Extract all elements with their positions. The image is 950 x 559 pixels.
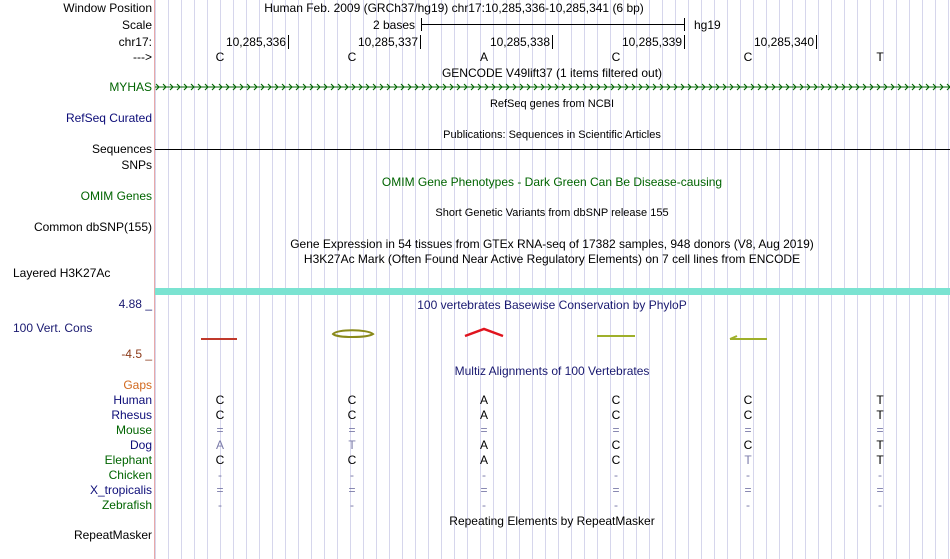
- alignment-base: -: [878, 498, 882, 512]
- h3k27-signal-bar[interactable]: [155, 288, 950, 295]
- dbsnp-title: Short Genetic Variants from dbSNP release 155: [435, 207, 669, 219]
- cons-label[interactable]: 100 Vert. Cons: [13, 321, 93, 335]
- species-label[interactable]: X_tropicalis: [89, 483, 152, 497]
- myhas-label[interactable]: MYHAS: [109, 80, 152, 94]
- snps-label[interactable]: SNPs: [121, 158, 152, 172]
- species-label[interactable]: Chicken: [108, 468, 152, 482]
- alignment-base: C: [743, 393, 753, 407]
- repeatmasker-label[interactable]: RepeatMasker: [73, 528, 152, 542]
- alignment-base: A: [479, 453, 489, 467]
- alignment-base: C: [611, 408, 621, 422]
- species-label[interactable]: Zebrafish: [101, 498, 152, 512]
- alignment-base: =: [216, 423, 224, 437]
- ruler-tick: [684, 35, 685, 49]
- assembly-label: hg19: [694, 18, 721, 32]
- alignment-base: C: [743, 438, 753, 452]
- alignment-base: -: [482, 468, 486, 482]
- alignment-base: C: [347, 453, 357, 467]
- alignment-base: T: [744, 453, 752, 467]
- alignment-base: -: [218, 498, 222, 512]
- alignment-base: =: [876, 483, 884, 497]
- alignment-base: T: [876, 453, 884, 467]
- alignment-base: -: [746, 498, 750, 512]
- h3k27-label[interactable]: Layered H3K27Ac: [13, 266, 111, 280]
- ruler-tick: [816, 35, 817, 49]
- species-label[interactable]: Dog: [129, 438, 152, 452]
- scale-text: 2 bases: [372, 18, 416, 32]
- reference-base: C: [743, 50, 753, 64]
- alignment-base: -: [482, 498, 486, 512]
- phylop-signal[interactable]: [155, 320, 950, 350]
- alignment-base: C: [215, 453, 225, 467]
- track-area[interactable]: [155, 0, 950, 559]
- gencode-title: GENCODE V49lift37 (1 items filtered out): [441, 66, 663, 80]
- alignment-base: C: [215, 393, 225, 407]
- scale-bar-left-cap: [421, 18, 422, 31]
- alignment-base: A: [479, 393, 489, 407]
- ruler-position-label: 10,285,338: [489, 35, 550, 49]
- refseq-label[interactable]: RefSeq Curated: [65, 111, 152, 125]
- reference-base: C: [347, 50, 357, 64]
- alignment-base: =: [348, 423, 356, 437]
- alignment-base: =: [876, 423, 884, 437]
- multiz-title: Multiz Alignments of 100 Vertebrates: [454, 364, 650, 378]
- sequences-line: [155, 149, 950, 150]
- ruler-position-label: 10,285,340: [753, 35, 814, 49]
- scale-label: Scale: [121, 18, 152, 32]
- reference-base: C: [215, 50, 225, 64]
- ruler-position-label: 10,285,337: [357, 35, 418, 49]
- alignment-base: =: [216, 483, 224, 497]
- position-title: Human Feb. 2009 (GRCh37/hg19) chr17:10,285,336-10,285,341 (6 bp): [264, 1, 644, 15]
- phylop-min-label: -4.5 _: [121, 347, 152, 361]
- alignment-base: =: [612, 423, 620, 437]
- repeatmasker-title: Repeating Elements by RepeatMasker: [449, 514, 655, 528]
- species-label[interactable]: Rhesus: [111, 408, 152, 422]
- alignment-base: =: [348, 483, 356, 497]
- ruler-tick: [420, 35, 421, 49]
- ruler-tick: [552, 35, 553, 49]
- window-position-label: Window Position: [63, 1, 152, 15]
- alignment-base: -: [878, 468, 882, 482]
- alignment-base: C: [611, 438, 621, 452]
- reference-base: C: [611, 50, 621, 64]
- omim-label[interactable]: OMIM Genes: [80, 189, 152, 203]
- gaps-label[interactable]: Gaps: [123, 378, 152, 392]
- alignment-base: -: [218, 468, 222, 482]
- alignment-base: T: [876, 438, 884, 452]
- ruler-tick: [288, 35, 289, 49]
- alignment-base: C: [611, 453, 621, 467]
- species-label[interactable]: Mouse: [115, 423, 152, 437]
- alignment-base: A: [479, 438, 489, 452]
- alignment-base: =: [744, 483, 752, 497]
- alignment-base: C: [611, 393, 621, 407]
- strand-label: --->: [133, 50, 152, 64]
- alignment-base: A: [215, 438, 225, 452]
- scale-bar: [421, 24, 685, 25]
- alignment-base: -: [350, 498, 354, 512]
- h3k27-title: H3K27Ac Mark (Often Found Near Active Regulatory Elements) on 7 cell lines from ENCODE: [303, 252, 801, 266]
- phylop-max-label: 4.88 _: [118, 297, 152, 311]
- alignment-base: =: [480, 483, 488, 497]
- alignment-base: C: [215, 408, 225, 422]
- species-label[interactable]: Human: [113, 393, 152, 407]
- publications-title: Publications: Sequences in Scientific Articles: [443, 129, 661, 141]
- gtex-title: Gene Expression in 54 tissues from GTEx RNA-seq of 17382 samples, 948 donors (V8, Aug 2019): [290, 237, 814, 251]
- reference-base: T: [876, 50, 884, 64]
- ruler-position-label: 10,285,339: [621, 35, 682, 49]
- alignment-base: -: [746, 468, 750, 482]
- reference-base: A: [479, 50, 489, 64]
- alignment-base: A: [479, 408, 489, 422]
- alignment-base: =: [744, 423, 752, 437]
- alignment-base: =: [480, 423, 488, 437]
- omim-title: OMIM Gene Phenotypes - Dark Green Can Be Disease-causing: [381, 175, 723, 189]
- alignment-base: -: [614, 468, 618, 482]
- species-label[interactable]: Elephant: [104, 453, 152, 467]
- dbsnp-label[interactable]: Common dbSNP(155): [33, 220, 152, 234]
- alignment-base: -: [350, 468, 354, 482]
- alignment-base: -: [614, 498, 618, 512]
- scale-bar-right-cap: [684, 18, 685, 31]
- alignment-base: T: [348, 438, 356, 452]
- alignment-base: C: [347, 408, 357, 422]
- ruler-position-label: 10,285,336: [225, 35, 286, 49]
- alignment-base: T: [876, 408, 884, 422]
- alignment-base: =: [612, 483, 620, 497]
- chrom-label: chr17:: [118, 35, 152, 49]
- refseq-title: RefSeq genes from NCBI: [489, 98, 615, 110]
- phylop-title: 100 vertebrates Basewise Conservation by PhyloP: [417, 298, 687, 312]
- myhas-feature[interactable]: [155, 82, 950, 92]
- track-labels-panel: [0, 0, 154, 559]
- alignment-base: C: [347, 393, 357, 407]
- alignment-base: C: [743, 408, 753, 422]
- alignment-base: T: [876, 393, 884, 407]
- sequences-label[interactable]: Sequences: [91, 142, 152, 156]
